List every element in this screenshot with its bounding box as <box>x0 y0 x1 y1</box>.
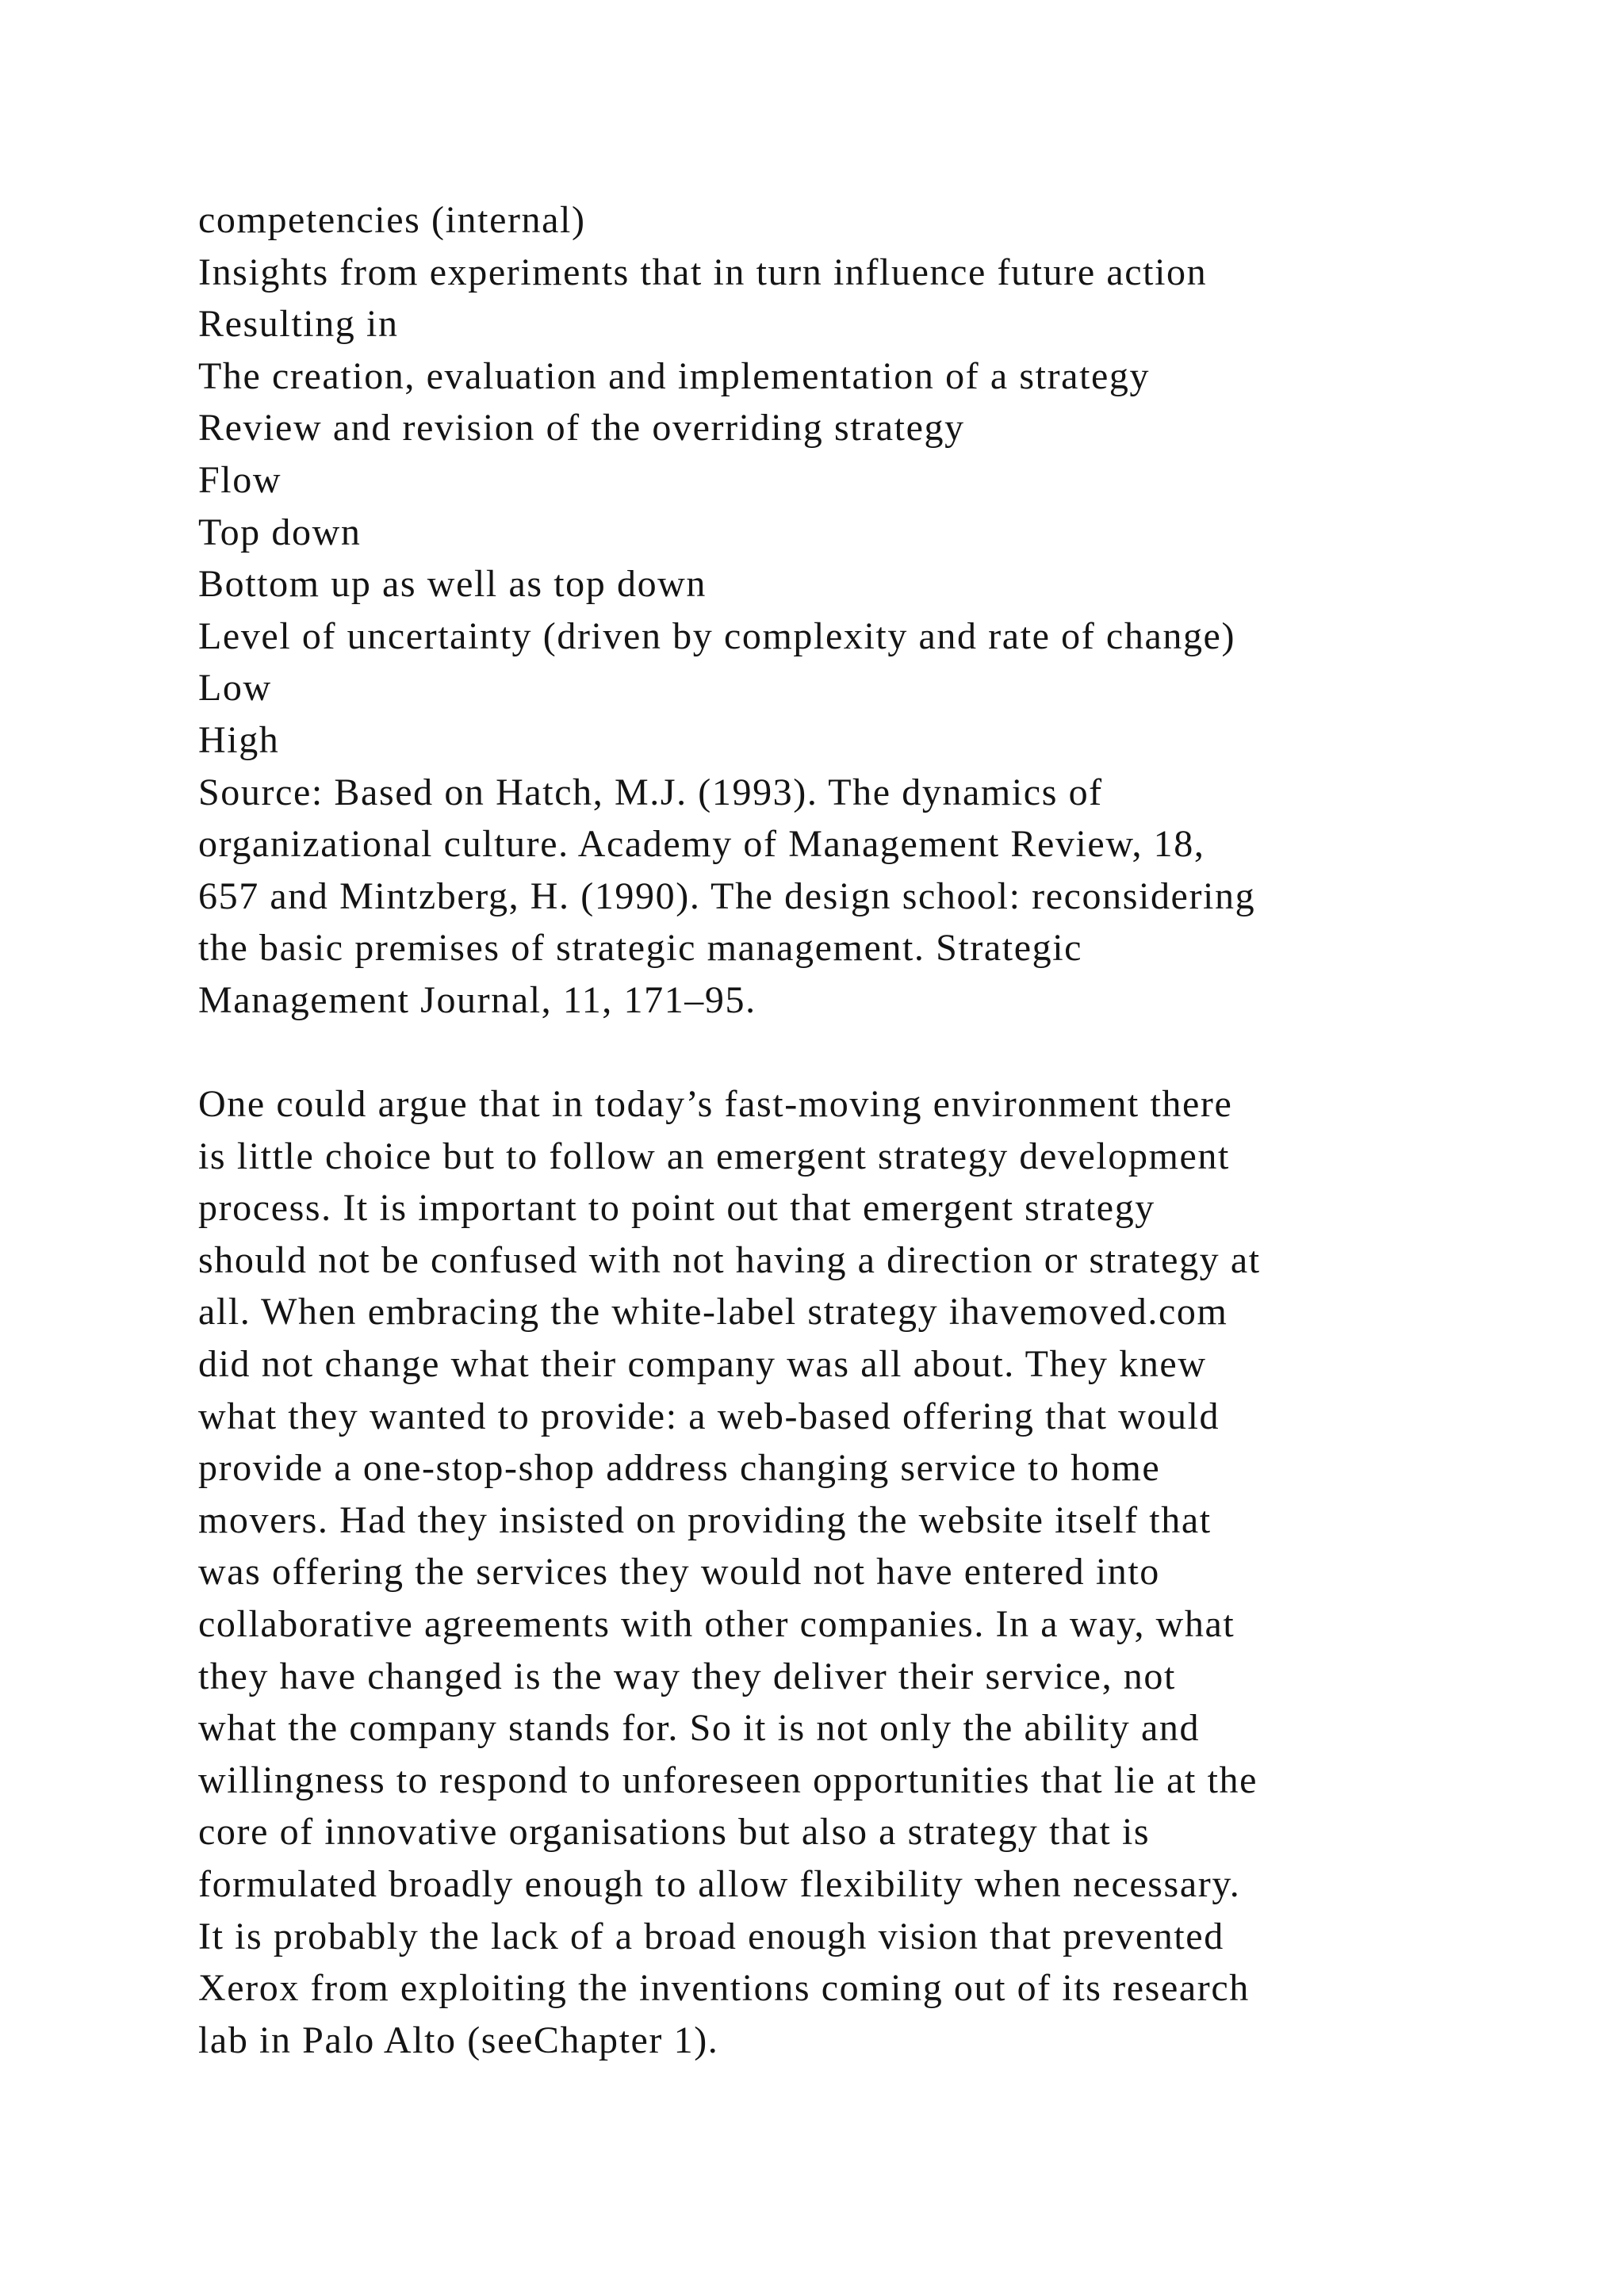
paragraph-gap <box>198 1027 1562 1079</box>
table-fragment <box>198 194 1562 767</box>
paragraph-line: It is probably the lack of a broad enough vision that prevented <box>198 1915 1224 1957</box>
source-line: the basic premises of strategic management. Strategic <box>198 927 1083 970</box>
source-line: Management Journal, 11, 171–95. <box>198 978 756 1021</box>
paragraph-line: collaborative agreements with other companies. In a way, what <box>198 1603 1235 1646</box>
paragraph-line: is little choice but to follow an emergent strategy development <box>198 1135 1230 1177</box>
paragraph-line: what they wanted to provide: a web-based offering that would <box>198 1395 1220 1437</box>
table-line: Insights from experiments that in turn influence future action <box>198 251 1208 293</box>
paragraph-line: they have changed is the way they deliver their service, not <box>198 1655 1176 1697</box>
paragraph-line: should not be confused with not having a direction or strategy at <box>198 1238 1261 1281</box>
paragraph-line: provide a one-stop-shop address changing service to home <box>198 1447 1161 1490</box>
source-line: organizational culture. Academy of Management Review, 18, <box>198 823 1205 866</box>
paragraph-line: core of innovative organisations but also a strategy that is <box>198 1811 1151 1854</box>
source-line: Source: Based on Hatch, M.J. (1993). The dynamics of <box>198 771 1103 813</box>
paragraph-line: formulated broadly enough to allow flexibility when necessary. <box>198 1863 1241 1905</box>
paragraph-line: process. It is important to point out that emergent strategy <box>198 1187 1155 1230</box>
table-line: Bottom up as well as top down <box>198 563 707 606</box>
table-line: Top down <box>198 511 362 553</box>
source-citation <box>198 767 1562 1027</box>
table-line: Flow <box>198 458 282 501</box>
paragraph-line: lab in Palo Alto (seeChapter 1). <box>198 2019 719 2061</box>
paragraph-line: did not change what their company was all about. They knew <box>198 1343 1207 1386</box>
paragraph-line: was offering the services they would not have entered into <box>198 1551 1160 1594</box>
paragraph-line: willingness to respond to unforeseen opportunities that lie at the <box>198 1758 1258 1801</box>
source-line: 657 and Mintzberg, H. (1990). The design school: reconsidering <box>198 874 1256 917</box>
paragraph-line: One could argue that in today’s fast-moving environment there <box>198 1083 1233 1126</box>
table-line: competencies (internal) <box>198 199 586 241</box>
body-paragraph <box>198 1078 1562 2066</box>
table-line: Level of uncertainty (driven by complexity and rate of change) <box>198 614 1236 657</box>
table-line: High <box>198 718 280 761</box>
document-page <box>198 194 1562 2066</box>
table-line: Low <box>198 667 272 710</box>
table-line: Review and revision of the overriding strategy <box>198 407 965 450</box>
table-line: The creation, evaluation and implementation of a strategy <box>198 354 1151 397</box>
paragraph-line: all. When embracing the white-label strategy ihavemoved.com <box>198 1291 1228 1334</box>
paragraph-line: what the company stands for. So it is not only the ability and <box>198 1707 1201 1750</box>
paragraph-line: movers. Had they insisted on providing the website itself that <box>198 1498 1212 1541</box>
paragraph-line: Xerox from exploiting the inventions coming out of its research <box>198 1967 1250 2010</box>
table-line: Resulting in <box>198 303 399 346</box>
